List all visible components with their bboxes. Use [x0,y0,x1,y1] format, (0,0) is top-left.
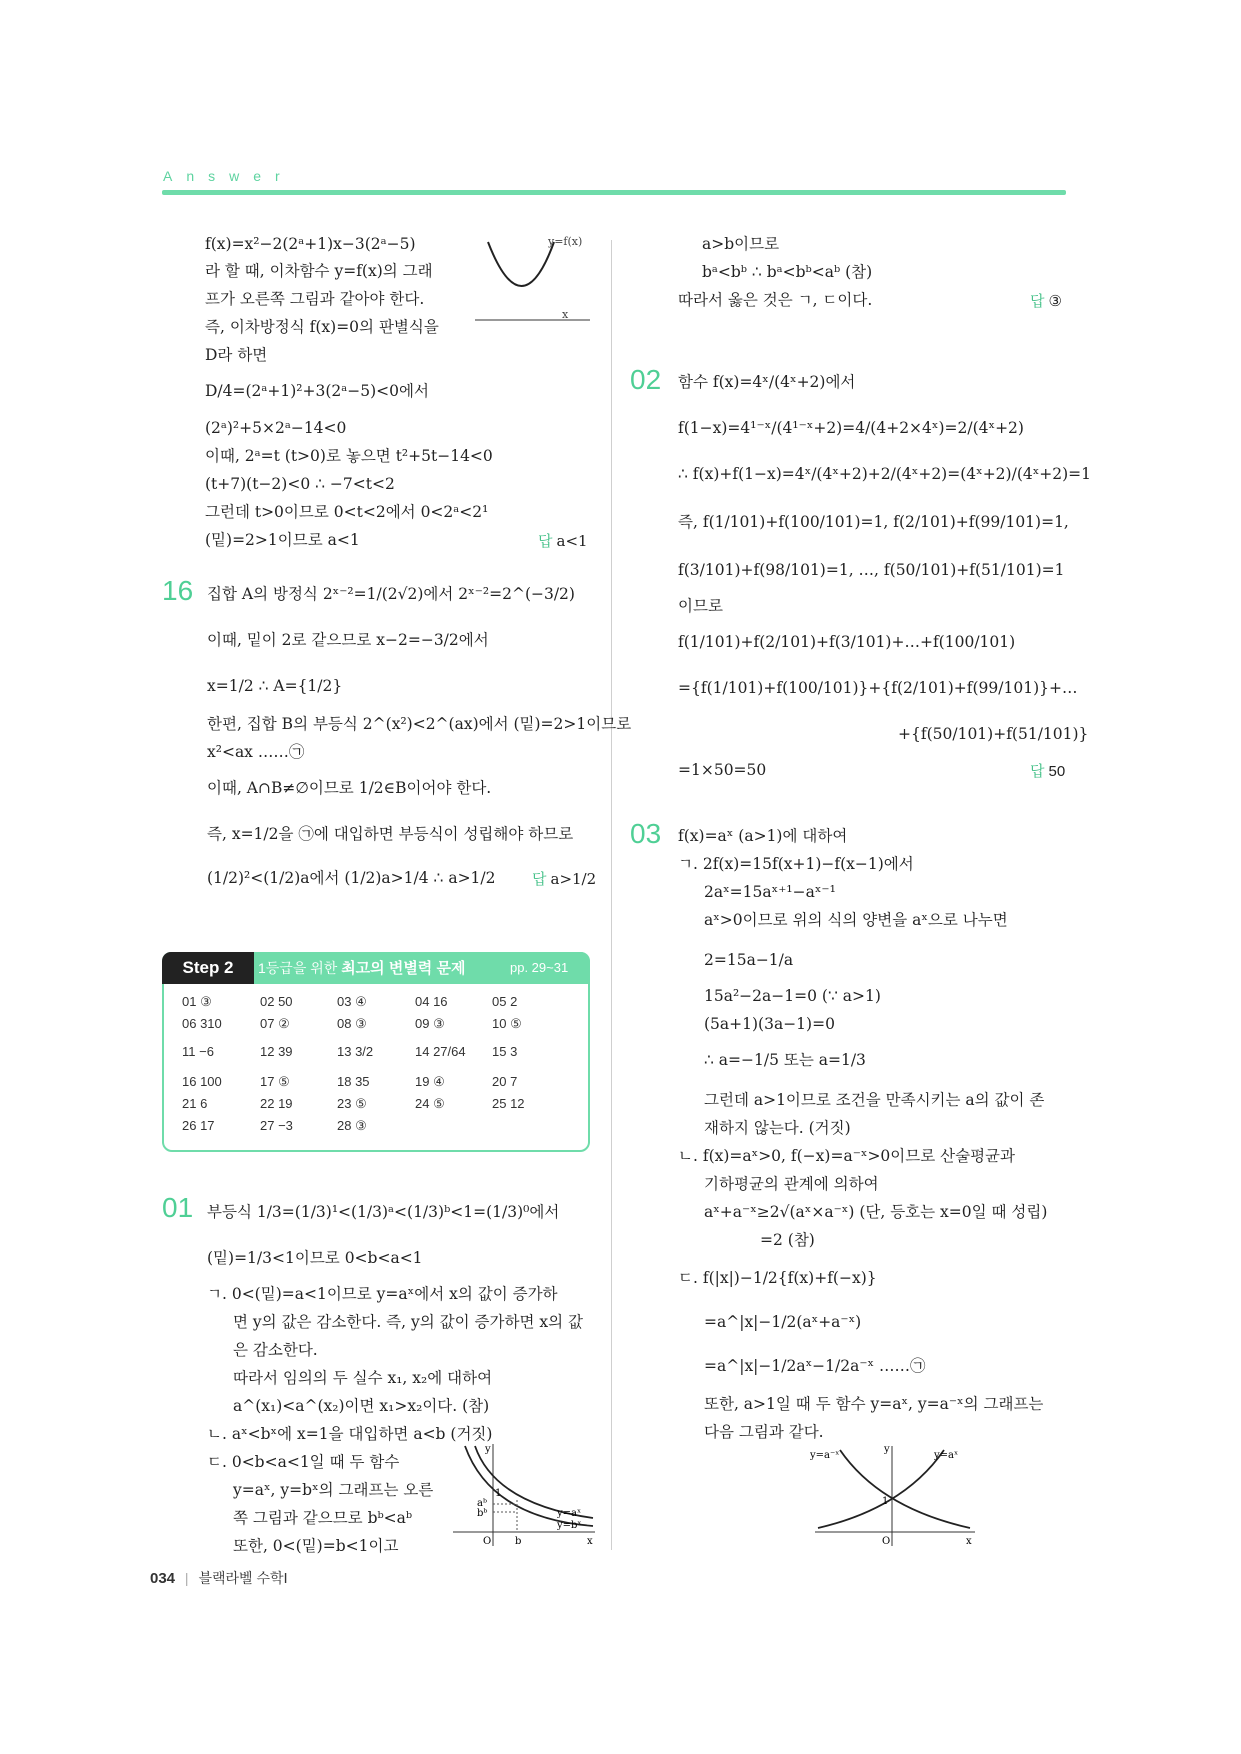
text-line: 즉, 이차방정식 f(x)=0의 판별식을 [205,318,439,336]
graph-label: y=aˣ [934,1450,959,1461]
text-line: ㄴ. aˣ<bˣ에 x=1을 대입하면 a<b (거짓) [207,1425,493,1443]
problem-number: 03 [630,818,662,849]
graph-label: 1 [882,1496,889,1507]
answer-value: a<1 [556,532,588,550]
answer-cell: 08 ③ [337,1016,367,1031]
text-line: 기하평균의 관계에 의하여 [704,1175,879,1193]
answer-cell: 15 3 [492,1044,518,1059]
graph-label: aᵇ [477,1498,487,1509]
text-line: ㄷ. f(|x|)−1/2{f(x)+f(−x)} [678,1269,877,1287]
graph-label: O [882,1536,891,1547]
step2-pages: pp. 29~31 [510,960,569,975]
text-line: (t+7)(t−2)<0 ∴ −7<t<2 [205,475,395,493]
text-line: =2 (참) [760,1231,815,1249]
text-line: 라 할 때, 이차함수 y=f(x)의 그래 [205,262,433,280]
text-line: 이때, 2ᵃ=t (t>0)로 놓으면 t²+5t−14<0 [205,447,493,465]
text-line: (2ᵃ)²+5×2ᵃ−14<0 [205,419,347,437]
answer-badge [1030,290,1062,311]
text-line: ㄱ. 2f(x)=15f(x+1)−f(x−1)에서 [678,855,914,873]
text-line: ㄴ. f(x)=aˣ>0, f(−x)=a⁻ˣ>0이므로 산술평균과 [678,1147,1015,1165]
answer-cell: 21 6 [182,1096,208,1111]
page-number: 034 [150,1570,176,1587]
text-line: f(1−x)=4¹⁻ˣ/(4¹⁻ˣ+2)=4/(4+2×4ˣ)=2/(4ˣ+2) [678,419,1024,437]
answer-badge [532,868,596,889]
text-line: (5a+1)(3a−1)=0 [704,1015,835,1033]
answer-value: a>1/2 [550,870,597,888]
text-line: x=1/2 ∴ A={1/2} [207,677,343,695]
book-title: 블랙라벨 수학Ⅰ [198,1570,288,1586]
text-line: bᵃ<bᵇ ∴ bᵃ<bᵇ<aᵇ (참) [702,263,873,281]
text-line: 2aˣ=15aˣ⁺¹−aˣ⁻¹ [704,883,836,901]
graph-label: y=aˣ [557,1508,582,1519]
column-divider [611,240,612,1550]
answer-cell: 26 17 [182,1118,215,1133]
answer-cell: 20 7 [492,1074,518,1089]
step2-title-bold: 최고의 변별력 문제 [341,960,466,977]
answer-cell: 19 ④ [415,1074,445,1089]
text-line: 즉, f(1/101)+f(100/101)=1, f(2/101)+f(99/101)=1, [678,513,1069,531]
answer-cell: 05 2 [492,994,518,1009]
text-line: 따라서 옳은 것은 ㄱ, ㄷ이다. [678,291,873,309]
parabola-graph [470,234,595,329]
answer-tag: 답 [532,871,547,888]
answer-tag: 답 [1030,763,1045,780]
answer-cell: 25 12 [492,1096,525,1111]
graph-label: y=bˣ [557,1520,582,1531]
graph-label: O [483,1536,492,1547]
answer-value: 50 [1048,763,1066,780]
answer-cell: 06 310 [182,1016,222,1031]
graph-label-y: y=f(x) [548,235,583,248]
text-line: (밑)=1/3<1이므로 0<b<a<1 [207,1249,423,1267]
text-line: x²<ax ……㉠ [207,743,305,761]
text-line: 그런데 t>0이므로 0<t<2에서 0<2ᵃ<2¹ [205,503,489,521]
footer-separator: | [184,1570,189,1586]
answer-badge [538,530,588,551]
answer-cell: 11 −6 [182,1044,214,1059]
answer-cell: 10 ⑤ [492,1016,522,1031]
header-title: Answer [163,168,294,184]
text-line: 면 y의 값은 감소한다. 즉, y의 값이 증가하면 x의 값 [233,1313,583,1331]
text-line: aˣ+a⁻ˣ≥2√(aˣ×a⁻ˣ) (단, 등호는 x=0일 때 성립) [704,1203,1048,1221]
text-line: 프가 오른쪽 그림과 같아야 한다. [205,290,425,308]
text-line: aˣ>0이므로 위의 식의 양변을 aˣ으로 나누면 [704,911,1008,929]
text-line: 한편, 집합 B의 부등식 2^(x²)<2^(ax)에서 (밑)=2>1이므로 [207,715,632,733]
text-line: 은 감소한다. [233,1341,318,1359]
problem-number: 02 [630,364,662,395]
footer [150,1568,288,1588]
graph-label: y [485,1444,491,1455]
answer-cell: 24 ⑤ [415,1096,445,1111]
answer-cell: 16 100 [182,1074,222,1089]
step2-title-prefix: 1등급을 위한 [258,960,342,976]
exponential-decay-graph [445,1440,600,1552]
graph-label: x [587,1536,593,1547]
answer-cell: 13 3/2 [337,1044,374,1059]
exponential-pair-graph [810,1440,980,1548]
text-line: f(3/101)+f(98/101)=1, …, f(50/101)+f(51/101)=1 [678,561,1065,579]
problem-number: 16 [162,575,194,606]
text-line: 이므로 [678,597,723,615]
answer-cell: 18 35 [337,1074,370,1089]
graph-label: b [515,1536,522,1547]
text-line: 집합 A의 방정식 2ˣ⁻²=1/(2√2)에서 2ˣ⁻²=2^(−3/2) [207,585,575,603]
text-line: (밑)=2>1이므로 a<1 [205,531,360,549]
answer-cell: 04 16 [415,994,448,1009]
answer-cell: 27 −3 [260,1118,293,1133]
text-line: 따라서 임의의 두 실수 x₁, x₂에 대하여 [233,1369,493,1387]
graph-label: 1 [495,1488,502,1499]
text-line: ㄷ. 0<b<a<1일 때 두 함수 [207,1453,400,1471]
text-line: f(x)=x²−2(2ᵃ+1)x−3(2ᵃ−5) [205,235,416,253]
text-line: 부등식 1/3=(1/3)¹<(1/3)ᵃ<(1/3)ᵇ<1=(1/3)⁰에서 [207,1203,560,1221]
text-line: ㄱ. 0<(밑)=a<1이므로 y=aˣ에서 x의 값이 증가하 [207,1285,558,1303]
graph-label: y [884,1444,890,1455]
answer-cell: 01 ③ [182,994,212,1009]
text-line: 이때, A∩B≠∅이므로 1/2∈B이어야 한다. [207,779,492,797]
step2-title [258,952,465,984]
answer-badge [1030,760,1065,781]
graph-label: y=a⁻ˣ [810,1450,840,1461]
text-line: 2=15a−1/a [704,951,794,969]
text-line: =a^|x|−1/2(aˣ+a⁻ˣ) [704,1313,862,1331]
text-line: ∴ a=−1/5 또는 a=1/3 [704,1051,866,1069]
text-line: a>b이므로 [702,235,780,253]
text-line: ∴ f(x)+f(1−x)=4ˣ/(4ˣ+2)+2/(4ˣ+2)=(4ˣ+2)/(4ˣ+2)=1 [678,465,1092,483]
answer-cell: 14 27/64 [415,1044,466,1059]
text-line: f(1/101)+f(2/101)+f(3/101)+…+f(100/101) [678,633,1016,651]
answer-cell: 02 50 [260,994,293,1009]
answer-cell: 22 19 [260,1096,293,1111]
answer-tag: 답 [538,533,553,550]
text-line: 또한, 0<(밑)=b<1이고 [233,1537,399,1555]
step2-label: Step 2 [162,952,254,984]
graph-label: x [966,1536,972,1547]
text-line: 그런데 a>1이므로 조건을 만족시키는 a의 값이 존 [704,1091,1045,1109]
graph-label-x: x [562,308,569,321]
answer-cell: 28 ③ [337,1118,367,1133]
text-line: (1/2)²<(1/2)a에서 (1/2)a>1/4 ∴ a>1/2 [207,869,496,887]
text-line: 쪽 그림과 같으므로 bᵇ<aᵇ [233,1509,413,1527]
text-line: 함수 f(x)=4ˣ/(4ˣ+2)에서 [678,373,856,391]
header-rule [162,190,1066,195]
text-line: 이때, 밑이 2로 같으므로 x−2=−3/2에서 [207,631,489,649]
text-line: =a^|x|−1/2aˣ−1/2a⁻ˣ ……㉠ [704,1357,926,1375]
text-line: a^(x₁)<a^(x₂)이면 x₁>x₂이다. (참) [233,1397,490,1415]
text-line: =1×50=50 [678,761,767,779]
text-line: 15a²−2a−1=0 (∵ a>1) [704,987,881,1005]
answer-cell: 07 ② [260,1016,290,1031]
text-line: D라 하면 [205,346,268,364]
answer-cell: 09 ③ [415,1016,445,1031]
text-line: 다음 그림과 같다. [704,1423,824,1441]
text-line: +{f(50/101)+f(51/101)} [898,725,1089,743]
text-line: ={f(1/101)+f(100/101)}+{f(2/101)+f(99/101)}+… [678,679,1078,697]
text-line: f(x)=aˣ (a>1)에 대하여 [678,827,848,845]
graph-label: bᵇ [477,1508,488,1519]
answer-cell: 12 39 [260,1044,293,1059]
answer-cell: 17 ⑤ [260,1074,290,1089]
text-line: 즉, x=1/2을 ㉠에 대입하면 부등식이 성립해야 하므로 [207,825,574,843]
text-line: y=aˣ, y=bˣ의 그래프는 오른 [233,1481,434,1499]
problem-number: 01 [162,1192,194,1223]
answer-cell: 23 ⑤ [337,1096,367,1111]
answer-value: ③ [1048,293,1062,310]
answer-tag: 답 [1030,293,1045,310]
answer-cell: 03 ④ [337,994,367,1009]
text-line: D/4=(2ᵃ+1)²+3(2ᵃ−5)<0에서 [205,382,429,400]
text-line: 재하지 않는다. (거짓) [704,1119,851,1137]
text-line: 또한, a>1일 때 두 함수 y=aˣ, y=a⁻ˣ의 그래프는 [704,1395,1044,1413]
